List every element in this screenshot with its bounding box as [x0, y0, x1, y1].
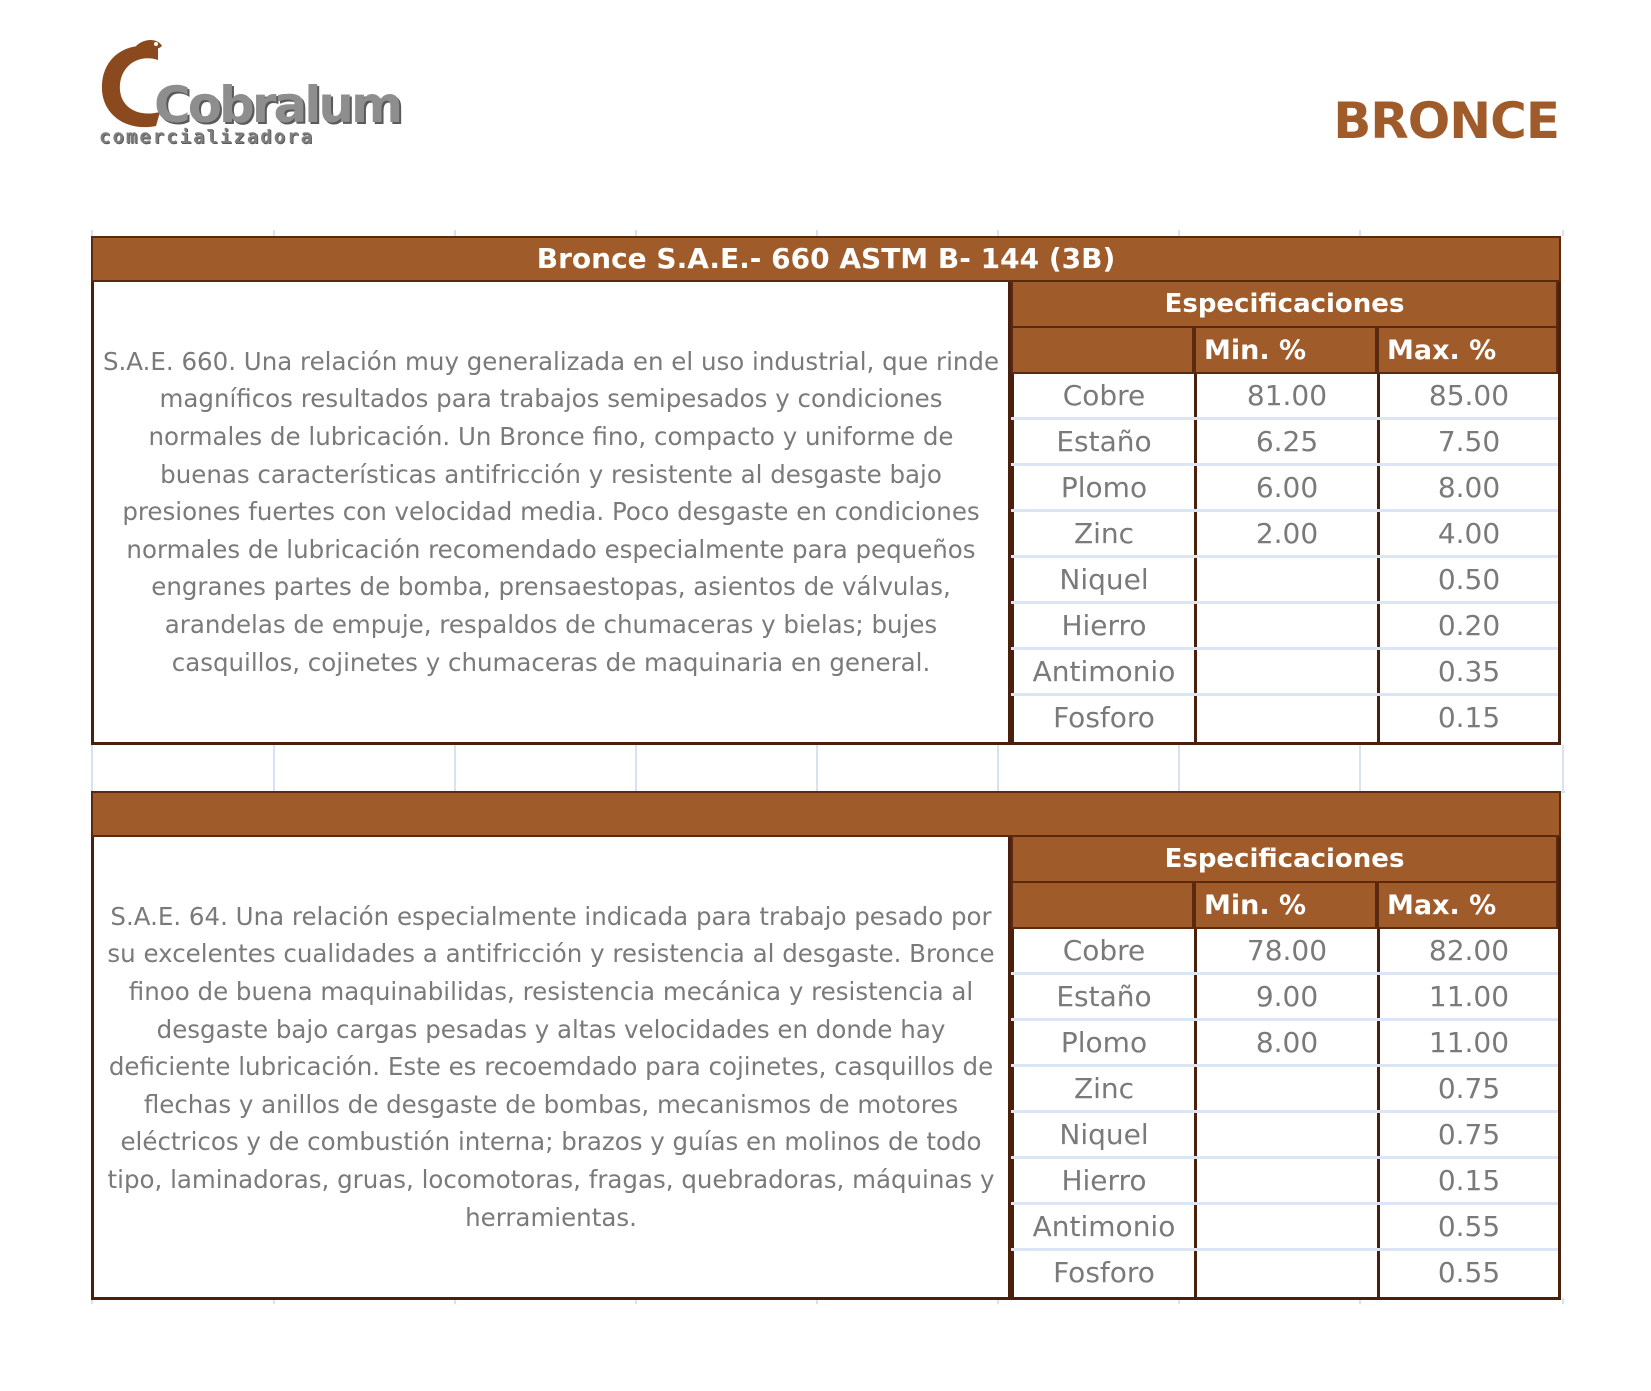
max-header: Max. %	[1377, 328, 1558, 374]
logo-tagline: comercializadora	[99, 126, 315, 148]
spec-row	[1011, 558, 1558, 604]
spec-table	[1011, 837, 1561, 1300]
min-header: Min. %	[1194, 328, 1377, 374]
element-cell: Zinc	[1011, 512, 1194, 555]
description-box	[91, 837, 1011, 1300]
element-cell: Estaño	[1011, 420, 1194, 463]
element-cell: Hierro	[1011, 604, 1194, 647]
min-cell: 8.00	[1194, 1021, 1377, 1064]
min-cell	[1194, 604, 1377, 647]
element-cell: Niquel	[1011, 558, 1194, 601]
max-cell: 0.75	[1377, 1067, 1558, 1110]
spec-row	[1011, 650, 1558, 696]
spec-header-row	[1011, 328, 1558, 374]
max-cell: 0.75	[1377, 1113, 1558, 1156]
grid-spacer-row	[91, 745, 1565, 793]
min-cell: 2.00	[1194, 512, 1377, 555]
spec-row	[1011, 512, 1558, 558]
spec-row	[1011, 420, 1558, 466]
min-cell: 78.00	[1194, 929, 1377, 972]
company-logo	[96, 36, 401, 148]
spec-row	[1011, 1067, 1558, 1113]
element-cell: Antimonio	[1011, 1205, 1194, 1248]
max-cell: 0.55	[1377, 1205, 1558, 1248]
max-cell: 11.00	[1377, 1021, 1558, 1064]
logo-name: Cobralum	[154, 76, 401, 134]
element-cell: Hierro	[1011, 1159, 1194, 1202]
element-cell: Plomo	[1011, 466, 1194, 509]
min-cell: 6.25	[1194, 420, 1377, 463]
min-cell	[1194, 558, 1377, 601]
description-text: S.A.E. 64. Una relación especialmente indicada para trabajo pesado por su excelentes cualidades a antifricción y resistencia al desgaste. Bronce finoo de buena maquinabilidas, resistencia mecánica y resistencia al desgaste bajo cargas pesadas y altas velocidades en donde hay deficiente lubricación. Este es recoemdado para cojinetes, casquillos de flechas y anillos de desgaste de bombas, mecanismos de motores eléctricos y de combustión interna; brazos y guías en molinos de todo tipo, laminadoras, gruas, locomotoras, fragas, quebradoras, máquinas y herramientas.	[107, 901, 995, 1232]
description-box	[91, 282, 1011, 745]
max-cell: 0.15	[1377, 1159, 1558, 1202]
min-cell	[1194, 1159, 1377, 1202]
max-cell: 0.20	[1377, 604, 1558, 647]
min-cell	[1194, 650, 1377, 693]
spec-title: Especificaciones	[1011, 282, 1558, 328]
element-cell: Zinc	[1011, 1067, 1194, 1110]
max-cell: 4.00	[1377, 512, 1558, 555]
page-title: BRONCE	[1333, 92, 1559, 150]
spec-row	[1011, 929, 1558, 975]
max-cell: 8.00	[1377, 466, 1558, 509]
element-cell: Fosforo	[1011, 696, 1194, 742]
max-cell: 82.00	[1377, 929, 1558, 972]
element-cell: Estaño	[1011, 975, 1194, 1018]
min-cell	[1194, 696, 1377, 742]
alloy-section-sae-64	[91, 791, 1563, 1300]
spec-row	[1011, 1159, 1558, 1205]
spec-row	[1011, 466, 1558, 512]
spec-row	[1011, 975, 1558, 1021]
min-cell: 6.00	[1194, 466, 1377, 509]
max-cell: 0.50	[1377, 558, 1558, 601]
description-text: S.A.E. 660. Una relación muy generalizada en el uso industrial, que rinde magníficos resultados para trabajos semipesados y condiciones normales de lubricación. Un Bronce fino, compacto y uniforme de buenas características antifricción y resistente al desgaste bajo presiones fuertes con velocidad media. Poco desgaste en condiciones normales de lubricación recomendado especialmente para pequeños engranes partes de bomba, prensaestopas, asientos de válvulas, arandelas de empuje, respaldos de chumaceras y bielas; bujes casquillos, cojinetes y chumaceras de maquinaria en general.	[102, 346, 1000, 677]
element-header	[1011, 883, 1194, 929]
element-cell: Cobre	[1011, 929, 1194, 972]
spec-row	[1011, 374, 1558, 420]
element-cell: Fosforo	[1011, 1251, 1194, 1297]
spec-row	[1011, 1205, 1558, 1251]
spec-table	[1011, 282, 1561, 745]
spec-row	[1011, 1113, 1558, 1159]
alloy-section-sae-660	[91, 236, 1563, 745]
section-title: Bronce S.A.E.- 660 ASTM B- 144 (3B)	[91, 236, 1561, 282]
element-cell: Cobre	[1011, 374, 1194, 417]
element-cell: Niquel	[1011, 1113, 1194, 1156]
min-cell: 81.00	[1194, 374, 1377, 417]
min-cell	[1194, 1205, 1377, 1248]
spec-title: Especificaciones	[1011, 837, 1558, 883]
min-cell: 9.00	[1194, 975, 1377, 1018]
max-header: Max. %	[1377, 883, 1558, 929]
section-title	[91, 791, 1561, 837]
max-cell: 85.00	[1377, 374, 1558, 417]
min-cell	[1194, 1067, 1377, 1110]
max-cell: 0.35	[1377, 650, 1558, 693]
min-header: Min. %	[1194, 883, 1377, 929]
spec-row	[1011, 696, 1558, 742]
element-header	[1011, 328, 1194, 374]
element-cell: Plomo	[1011, 1021, 1194, 1064]
spec-row	[1011, 1251, 1558, 1297]
max-cell: 0.55	[1377, 1251, 1558, 1297]
element-cell: Antimonio	[1011, 650, 1194, 693]
spec-row	[1011, 604, 1558, 650]
min-cell	[1194, 1251, 1377, 1297]
spec-header-row	[1011, 883, 1558, 929]
spec-row	[1011, 1021, 1558, 1067]
min-cell	[1194, 1113, 1377, 1156]
max-cell: 7.50	[1377, 420, 1558, 463]
max-cell: 0.15	[1377, 696, 1558, 742]
max-cell: 11.00	[1377, 975, 1558, 1018]
